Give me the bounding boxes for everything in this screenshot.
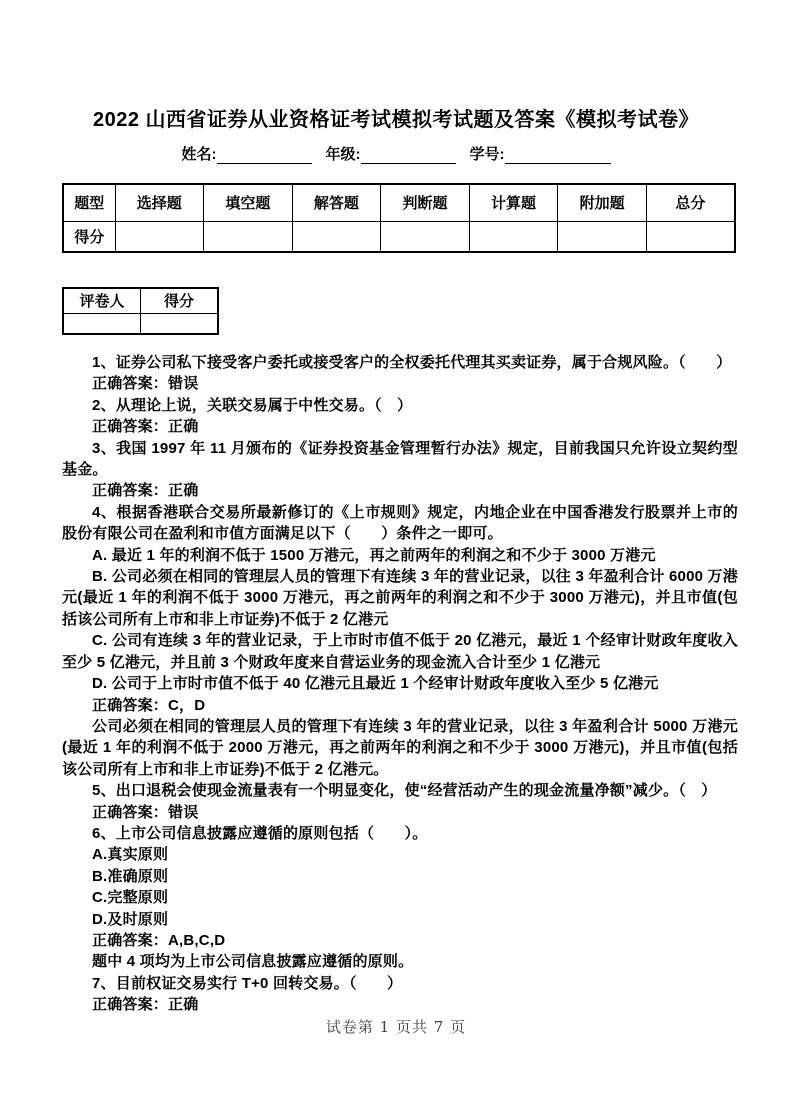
score-cell-empty [204,221,293,252]
question-7: 7、目前权证交易实行 T+0 回转交易。（ ） [92,974,403,992]
answer-4: 正确答案：C，D [92,696,206,714]
score-summary-table [62,183,736,253]
score-cell-empty [646,221,735,252]
question-4-option-c: C. 公司有连续 3 年的营业记录，于上市时市值不低于 20 亿港元，最近 1 个经审计财政年度收入至少 5 亿港元，并且前 3 个财政年度来自营运业务的现金流入合计至少 1 亿港元 [62,632,738,671]
score-header-calculation: 计算题 [469,184,558,221]
score-header-fill-blank: 填空题 [204,184,293,221]
score-cell-empty [469,221,558,252]
answer-5: 正确答案：错误 [92,803,199,821]
score-header-true-false: 判断题 [381,184,470,221]
question-5: 5、出口退税会使现金流量表有一个明显变化，使“经营活动产生的现金流量净额”减少。（ ） [92,782,717,800]
grade-blank-line [361,148,456,164]
question-4-option-d: D. 公司于上市时市值不低于 40 亿港元且最近 1 个经审计财政年度收入至少 5 亿港元 [92,675,659,693]
page-number-footer: 试卷第 1 页共 7 页 [325,1018,467,1036]
question-6-option-d: D.及时原则 [92,910,169,928]
score-cell-empty [381,221,470,252]
grader-cell-empty [63,313,141,334]
question-6-option-c: C.完整原则 [92,889,169,907]
grader-table-header-row [63,288,218,313]
answer-2: 正确答案：正确 [92,418,199,436]
answer-6-explanation: 题中 4 项均为上市公司信息披露应遵循的原则。 [92,953,414,971]
score-header-total: 总分 [646,184,735,221]
question-6-option-a: A.真实原则 [92,846,169,864]
question-4-option-a: A. 最近 1 年的利润不低于 1500 万港元，再之前两年的利润之和不少于 3000 万港元 [92,546,656,564]
grade-label: 年级: [325,146,361,163]
student-number-label: 学号: [469,146,505,163]
score-header-question-type: 题型 [63,184,115,221]
question-4-option-b: B. 公司必须在相同的管理层人员的管理下有连续 3 年的营业记录，以往 3 年盈利合计 6000 万港元(最近 1 年的利润不低于 3000 万港元，再之前两年的利润之和不少于 3000 万港元)，并且市值(包括该公司所有上市和非上市证券)不低于 2 亿港元 [62,568,738,628]
grader-header-reviewer: 评卷人 [63,288,141,313]
answer-4-explanation: 公司必须在相同的管理层人员的管理下有连续 3 年的营业记录，以往 3 年盈利合计 5000 万港元(最近 1 年的利润不低于 2000 万港元，再之前两年的利润之和不少于 3000 万港元)，并且市值(包括该公司所有上市和非上市证券)不低于 2 亿港元。 [62,717,738,778]
score-header-short-answer: 解答题 [292,184,381,221]
grader-header-score: 得分 [141,288,219,313]
name-blank-line [217,148,312,164]
score-cell-empty [115,221,204,252]
exam-body [62,352,738,1016]
question-2: 2、从理论上说，关联交易属于中性交易。（ ） [92,396,413,414]
grade-field [326,143,456,164]
answer-7: 正确答案：正确 [92,996,199,1014]
student-number-blank-line [505,148,611,164]
score-cell-empty [292,221,381,252]
grader-table [62,287,219,335]
grader-cell-empty [141,313,219,334]
answer-1: 正确答案：错误 [92,375,199,393]
score-cell-empty [558,221,647,252]
grader-table-value-row [63,313,218,334]
question-3: 3、我国 1997 年 11 月颁布的《证券投资基金管理暂行办法》规定，目前我国只允许设立契约型基金。 [62,439,738,479]
score-row-label: 得分 [63,221,115,252]
name-field [182,143,312,164]
question-6-option-b: B.准确原则 [92,867,169,885]
score-header-bonus: 附加题 [558,184,647,221]
page-title: 2022 山西省证券从业资格证考试模拟考试题及答案《模拟考试卷》 [92,109,700,131]
student-info-row [0,143,792,164]
question-1: 1、证券公司私下接受客户委托或接受客户的全权委托代理其买卖证券，属于合规风险。（ ） [92,354,732,371]
answer-3: 正确答案：正确 [92,482,199,500]
student-number-field [470,143,611,164]
score-header-multiple-choice: 选择题 [115,184,204,221]
score-table-value-row [63,221,735,252]
name-label: 姓名: [181,146,217,163]
answer-6: 正确答案：A,B,C,D [92,931,226,949]
question-6: 6、上市公司信息披露应遵循的原则包括（ ）。 [92,824,428,842]
score-table-header-row [63,184,735,221]
question-4: 4、根据香港联合交易所最新修订的《上市规则》规定，内地企业在中国香港发行股票并上市的股份有限公司在盈利和市值方面满足以下（ ）条件之一即可。 [62,503,738,543]
